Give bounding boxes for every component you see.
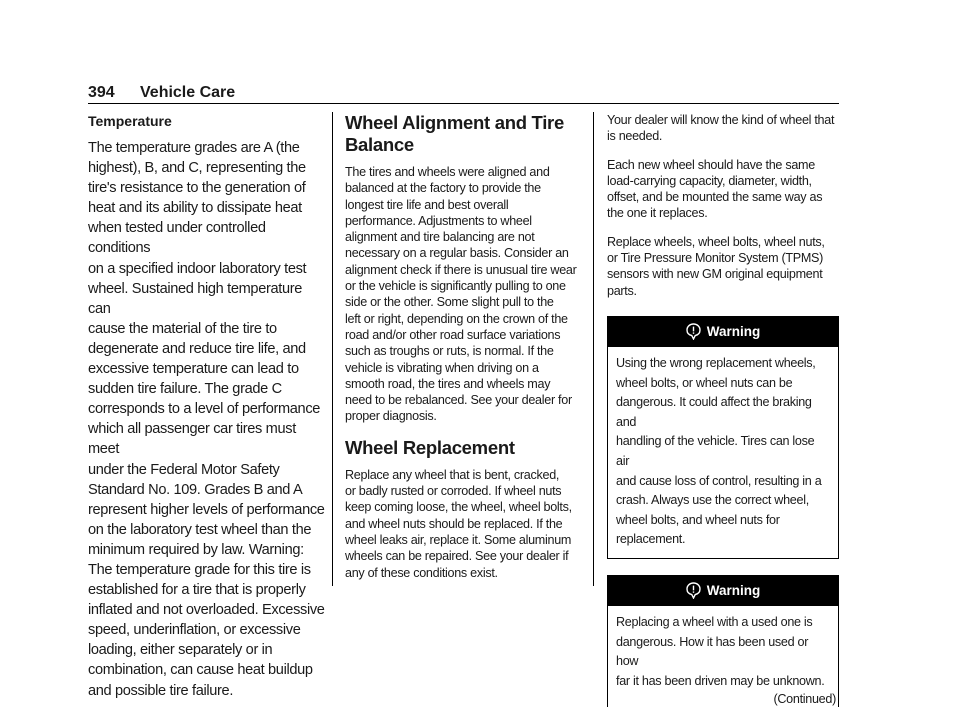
text-line: speed, underinflation, or excessive	[88, 622, 301, 639]
text-line: established for a tire that is properly	[88, 582, 306, 599]
text-line: keep coming loose, the wheel, wheel bolts,	[345, 500, 572, 515]
text-line: dangerous. It could affect the braking and	[616, 395, 812, 429]
column-temperature	[88, 112, 328, 701]
text-line: parts.	[607, 283, 637, 298]
warning-header	[608, 576, 838, 606]
text-line: vehicle is vibrating when driving on a	[345, 360, 539, 375]
text-line: Your dealer will know the kind of wheel that	[607, 113, 835, 127]
text-line: heat and its ability to dissipate heat	[88, 200, 302, 217]
text-line: or the vehicle is significantly pulling to one	[345, 279, 566, 294]
page-header	[88, 84, 838, 104]
text-line: on a specified indoor laboratory test	[88, 260, 307, 277]
text-line: crash. Always use the correct wheel,	[616, 493, 809, 508]
temperature-subheading: Temperature	[88, 113, 172, 129]
text-line: sudden tire failure. The grade C	[88, 381, 282, 398]
text-line: such as troughs or ruts, is normal. If the	[345, 344, 554, 359]
text-line: necessary on a regular basis. Consider an	[345, 246, 569, 261]
text-line: tire's resistance to the generation of	[88, 180, 306, 197]
text-line: the one it replaces.	[607, 206, 708, 221]
text-line: side or the other. Some slight pull to the	[345, 295, 554, 310]
text-line: sensors with new GM original equipment	[607, 267, 823, 282]
text-line: far it has been driven may be unknown.	[616, 673, 825, 688]
text-line: degenerate and reduce tire life, and	[88, 340, 306, 357]
dealer-paragraph	[607, 112, 839, 145]
alignment-paragraph	[345, 164, 580, 425]
text-line: which all passenger car tires must meet	[88, 421, 296, 458]
text-line: excessive temperature can lead to	[88, 361, 299, 378]
text-line: inflated and not overloaded. Excessive	[88, 602, 325, 619]
text-line: cause the material of the tire to	[88, 320, 277, 337]
text-line: replacement.	[616, 532, 686, 547]
wheel-spec-paragraph	[607, 157, 839, 222]
warning-box	[607, 316, 839, 559]
text-line: wheel leaks air, replace it. Some aluminum	[345, 532, 572, 547]
text-line: load-carrying capacity, diameter, width,	[607, 173, 812, 188]
text-line: offset, and be mounted the same way as	[607, 190, 823, 205]
temperature-paragraph	[88, 138, 328, 701]
replacement-heading: Wheel Replacement	[345, 436, 515, 458]
text-line: and possible tire failure.	[88, 682, 234, 699]
warning-header	[608, 317, 838, 347]
column-divider	[593, 112, 594, 586]
text-line: and cause loss of control, resulting in a	[616, 473, 822, 488]
text-line: Standard No. 109. Grades B and A	[88, 481, 303, 498]
text-line: on the laboratory test wheel than the	[88, 521, 312, 538]
text-line: is needed.	[607, 129, 663, 144]
heading-line: Balance	[345, 134, 414, 155]
text-line: alignment and tire balancing are not	[345, 230, 535, 245]
text-line: smooth road, the tires and wheels may	[345, 376, 551, 391]
warning-body	[608, 347, 838, 558]
text-line: Replacing a wheel with a used one is	[616, 614, 813, 629]
text-line: road and/or other road surface variations	[345, 327, 561, 342]
text-line: and wheel nuts should be replaced. If the	[345, 516, 563, 531]
warning-box	[607, 575, 839, 707]
column-divider	[332, 112, 333, 586]
warning-title: Warning	[706, 583, 761, 599]
continued-label: (Continued)	[773, 692, 836, 707]
text-line: performance. Adjustments to wheel	[345, 213, 532, 228]
header-rule	[88, 103, 839, 104]
text-line: minimum required by law. Warning:	[88, 541, 304, 558]
text-line: dangerous. How it has been used or how	[616, 634, 809, 669]
warning-icon	[686, 323, 701, 340]
column-replacement	[607, 112, 839, 723]
column-wheels	[345, 112, 580, 593]
text-line: wheel. Sustained high temperature can	[88, 280, 302, 317]
text-line: wheel bolts, and wheel nuts for	[616, 512, 780, 527]
text-line: The temperature grade for this tire is	[88, 561, 311, 578]
text-line: Each new wheel should have the same	[607, 157, 815, 172]
text-line: or badly rusted or corroded. If wheel nuts	[345, 484, 562, 499]
replacement-paragraph	[345, 467, 580, 581]
text-line: need to be rebalanced. See your dealer for	[345, 393, 572, 408]
text-line: Replace wheels, wheel bolts, wheel nuts,	[607, 234, 825, 249]
parts-paragraph	[607, 234, 839, 299]
text-line: balanced at the factory to provide the	[345, 181, 541, 196]
section-title: Vehicle Care	[140, 84, 236, 101]
text-line: handling of the vehicle. Tires can lose air	[616, 434, 815, 468]
text-line: highest), B, and C, representing the	[88, 160, 306, 177]
text-line: The tires and wheels were aligned and	[345, 165, 550, 179]
text-line: wheels can be repaired. See your dealer if	[345, 549, 569, 564]
warning-icon	[686, 582, 701, 599]
text-line: represent higher levels of performance	[88, 501, 325, 518]
text-line: proper diagnosis.	[345, 409, 437, 424]
text-line: any of these conditions exist.	[345, 565, 498, 580]
text-line: corresponds to a level of performance	[88, 401, 321, 418]
text-line: The temperature grades are A (the	[88, 140, 300, 156]
page-number: 394	[88, 84, 115, 101]
text-line: combination, can cause heat buildup	[88, 662, 313, 679]
text-line: Using the wrong replacement wheels,	[616, 355, 816, 370]
heading-line: Wheel Alignment and Tire	[345, 112, 564, 133]
text-line: alignment check if there is unusual tire wear	[345, 262, 577, 277]
text-line: Replace any wheel that is bent, cracked,	[345, 467, 560, 482]
text-line: loading, either separately or in	[88, 642, 273, 659]
text-line: longest tire life and best overall	[345, 197, 509, 212]
text-line: when tested under controlled conditions	[88, 220, 266, 257]
warning-body	[608, 606, 838, 691]
warning-title: Warning	[706, 324, 761, 340]
text-line: wheel bolts, or wheel nuts can be	[616, 375, 793, 390]
text-line: or Tire Pressure Monitor System (TPMS)	[607, 251, 824, 266]
text-line: under the Federal Motor Safety	[88, 461, 280, 478]
text-line: left or right, depending on the crown of the	[345, 311, 568, 326]
alignment-heading	[345, 112, 580, 156]
